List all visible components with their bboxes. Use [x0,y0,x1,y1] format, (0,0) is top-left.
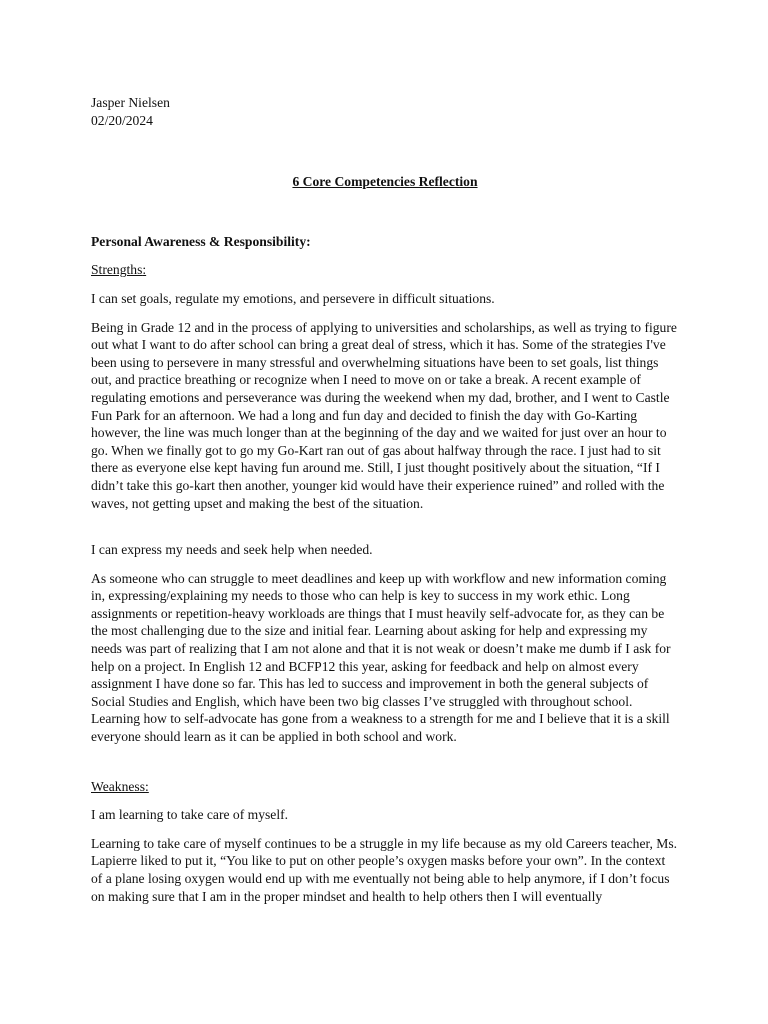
document-page [91,94,679,905]
body-paragraph-2: As someone who can struggle to meet deadlines and keep up with workflow and new information coming in, expressing/explaining my needs to those who can help is key to success in my work ethic. Long assignments or repetition-heavy workloads are things that I must heavily self-advocate for, as they can be the most challenging due to the size and initial fear. Learning about asking for help and expressing my needs was part of realizing that I am not alone and that it is not weak or doesn’t make me dumb if I ask for help on a project. In English 12 and BCFP12 this year, asking for feedback and help on almost every assignment I have done so far. This has led to success and improvement in both the general subjects of Social Studies and English, which have been two big classes I’ve struggled with throughout school. Learning how to self-advocate has gone from a weakness to a strength for me and I believe that it is a skill everyone should learn as it can be applied in both school and work. [91,570,671,745]
competency-statement-1: I can set goals, regulate my emotions, and persevere in difficult situations. [91,290,495,306]
document-title: 6 Core Competencies Reflection [292,174,478,190]
competency-statement-2: I can express my needs and seek help when needed. [91,542,373,558]
weakness-subheading [91,778,679,796]
body-paragraph-1: Being in Grade 12 and in the process of applying to universities and scholarships, as well as trying to figure out what I want to do after school can bring a great deal of stress, which it has. Some of the strategies I've been using to persevere in many stressful and overwhelming situations have been to set goals, list things out, and practice breathing or recognize when I need to move on or take a break. A recent example of regulating emotions and perseverance was during the weekend when my dad, brother, and I went to Castle Fun Park for an afternoon. We had a long and fun day and decided to finish the day with Go-Karting however, the line was much longer than at the beginning of the day and we waited for just over an hour to go. When we finally got to go my Go-Kart ran out of gas about halfway through the race. I just had to sit there as everyone else kept having fun around me. Still, I just thought positively about the situation, “If I didn’t take this go-kart then another, younger kid would have their experience ruined” and rolled with the waves, not getting upset and making the best of the situation. [91,319,677,511]
weakness-label: Weakness [91,778,146,794]
body-paragraph-3: Learning to take care of myself continues to be a struggle in my life because as my old Careers teacher, Ms. Lapierre liked to put it, “You like to put on other people’s oxygen masks before your own”. In the context of a plane losing oxygen would end up with me eventually not being able to help anymore, if I don’t focus on making sure that I am in the proper mindset and health to help others then I will eventually [91,835,678,904]
document-date: 02/20/2024 [91,112,153,128]
strengths-subheading [91,261,679,279]
strengths-colon: : [142,262,147,278]
strengths-label: Strengths [91,262,143,278]
author-name: Jasper Nielsen [91,95,170,110]
section-heading: Personal Awareness & Responsibility: [91,233,311,249]
weakness-colon: : [145,778,149,794]
competency-statement-3: I am learning to take care of myself. [91,807,289,823]
